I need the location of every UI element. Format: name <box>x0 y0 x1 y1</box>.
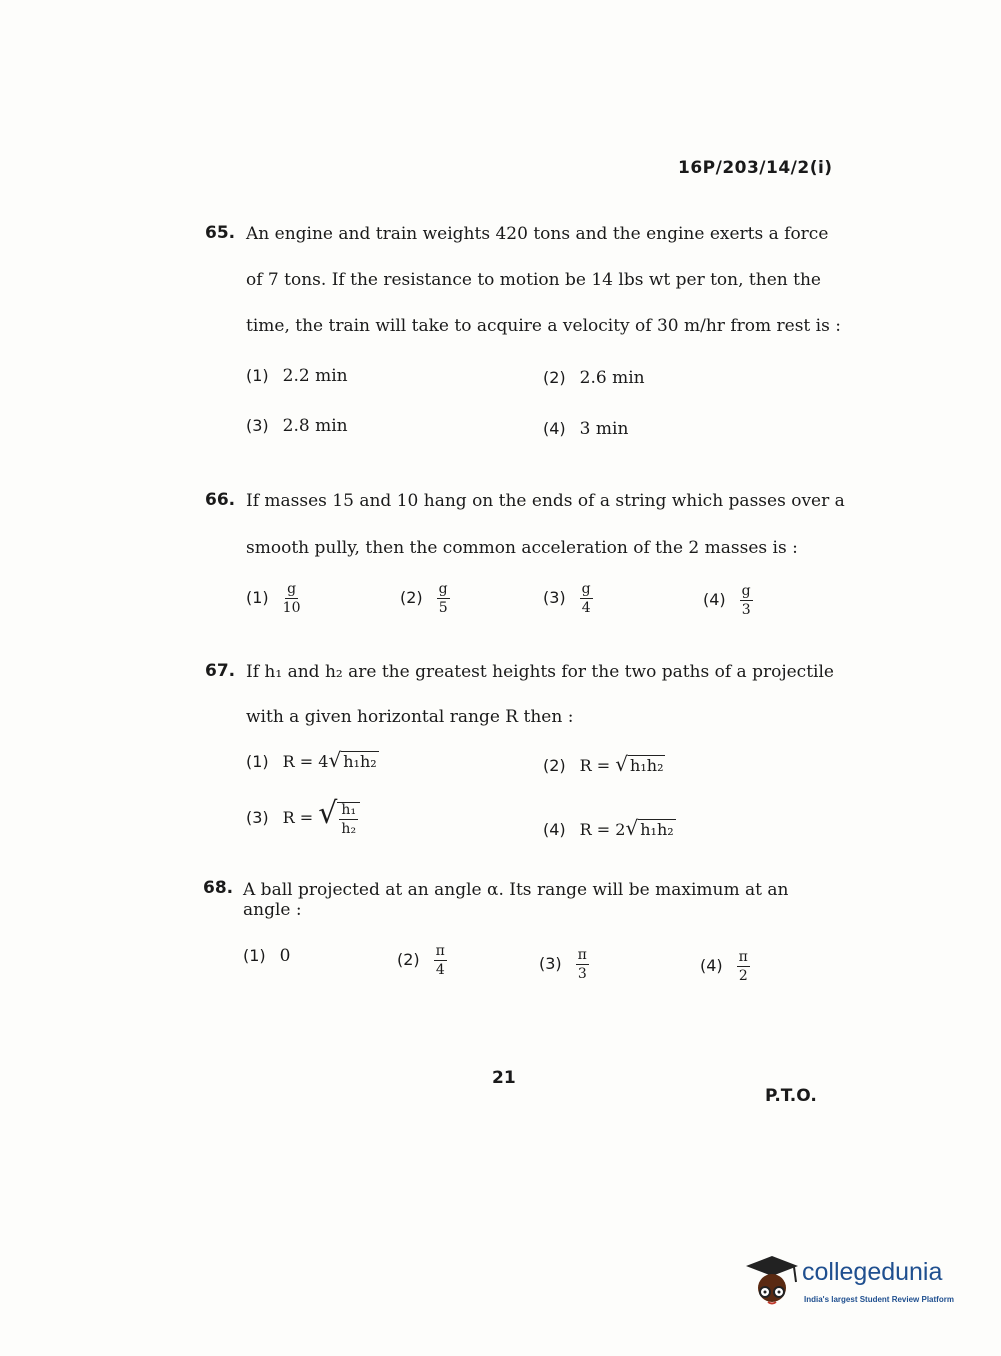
fraction <box>576 948 589 981</box>
question-65-number: 65. <box>205 223 236 243</box>
option-label: (4) <box>543 419 566 438</box>
question-67-number: 67. <box>205 661 236 681</box>
fraction <box>283 582 301 615</box>
pto-label: P.T.O. <box>765 1086 817 1106</box>
option-label: (3) <box>539 954 562 973</box>
fraction-numerator: π <box>577 947 587 963</box>
radical-icon: √ <box>615 752 629 776</box>
option-prefix: R = <box>579 756 616 775</box>
fraction-numerator: g <box>438 581 448 597</box>
q68-option-4[interactable] <box>700 950 750 983</box>
radicand: h₁h₂ <box>630 756 664 775</box>
option-text: 3 min <box>579 419 629 439</box>
fraction-numerator: π <box>435 943 445 959</box>
option-label: (4) <box>703 590 726 609</box>
question-65-line-3: time, the train will take to acquire a velocity of 30 m/hr from rest is : <box>246 316 841 336</box>
question-65-line-1: An engine and train weights 420 tons and the engine exerts a force <box>246 224 829 244</box>
option-prefix: R = <box>282 808 319 827</box>
q67-option-2[interactable] <box>543 752 665 776</box>
fraction <box>737 950 750 983</box>
fraction-denominator: 4 <box>435 962 445 978</box>
question-65-line-2: of 7 tons. If the resistance to motion be 14 lbs wt per ton, then the <box>246 270 821 290</box>
fraction <box>437 582 450 615</box>
option-label: (4) <box>700 956 723 975</box>
option-label: (3) <box>246 416 269 435</box>
fraction-denominator: 4 <box>581 600 591 616</box>
collegedunia-logo[interactable] <box>742 1252 967 1312</box>
q67-option-1[interactable] <box>246 748 379 772</box>
fraction-numerator: π <box>738 949 748 965</box>
fraction-denominator: 5 <box>438 600 448 616</box>
fraction-denominator: 3 <box>741 602 751 618</box>
paper-code: 16P/203/14/2(i) <box>678 158 833 178</box>
option-label: (2) <box>543 368 566 387</box>
option-label: (1) <box>246 366 269 385</box>
option-label: (1) <box>246 752 269 771</box>
option-prefix: R = 4 <box>282 752 329 771</box>
option-text: 2.8 min <box>282 416 348 436</box>
fraction-denominator: 10 <box>282 600 301 616</box>
q65-option-2[interactable] <box>543 368 645 388</box>
fraction <box>580 582 593 615</box>
q68-option-1[interactable] <box>243 946 291 966</box>
logo-name: collegedunia <box>802 1258 943 1286</box>
radicand: h₁h₂ <box>343 752 377 771</box>
page-number: 21 <box>492 1068 516 1088</box>
question-66-number: 66. <box>205 490 236 510</box>
option-label: (3) <box>543 588 566 607</box>
q65-option-3[interactable] <box>246 416 348 436</box>
radical-icon: √ <box>625 816 639 840</box>
radical-icon: √ <box>328 748 342 772</box>
question-68-line-2: angle : <box>243 900 302 920</box>
fraction-denominator: h₂ <box>341 820 357 837</box>
question-68-number: 68. <box>203 878 234 898</box>
option-prefix: R = 2 <box>579 820 626 839</box>
logo-tagline: India's largest Student Review Platform <box>804 1295 954 1304</box>
fraction-numerator: g <box>581 581 591 597</box>
fraction-denominator: 2 <box>738 968 748 984</box>
question-67-line-1: If h₁ and h₂ are the greatest heights for the two paths of a projectile <box>246 662 834 682</box>
fraction-numerator: h₁ <box>341 801 357 818</box>
option-text: 2.6 min <box>579 368 645 388</box>
q67-option-4[interactable] <box>543 816 676 840</box>
fraction-denominator: 3 <box>577 966 587 982</box>
fraction <box>434 944 447 977</box>
fraction-numerator: g <box>741 583 751 599</box>
question-66-line-2: smooth pully, then the common acceleration of the 2 masses is : <box>246 538 798 558</box>
option-label: (4) <box>543 820 566 839</box>
fraction <box>740 584 753 617</box>
option-label: (2) <box>400 588 423 607</box>
q65-option-4[interactable] <box>543 419 628 439</box>
q65-option-1[interactable] <box>246 366 348 386</box>
option-label: (2) <box>543 756 566 775</box>
option-label: (1) <box>246 588 269 607</box>
option-text: 0 <box>279 946 291 966</box>
option-label: (1) <box>243 946 266 965</box>
q68-option-2[interactable] <box>397 944 447 977</box>
graduate-mascot-icon <box>742 1252 800 1310</box>
radical-icon: √ <box>318 796 338 831</box>
q68-option-3[interactable] <box>539 948 589 981</box>
radicand: h₁h₂ <box>640 820 674 839</box>
q66-option-2[interactable] <box>400 582 450 615</box>
option-label: (3) <box>246 808 269 827</box>
q66-option-3[interactable] <box>543 582 593 615</box>
fraction-numerator: g <box>287 581 297 597</box>
q66-option-1[interactable] <box>246 582 301 615</box>
question-66-line-1: If masses 15 and 10 hang on the ends of a string which passes over a <box>246 491 845 511</box>
question-67-line-2: with a given horizontal range R then : <box>246 707 574 727</box>
q66-option-4[interactable] <box>703 584 753 617</box>
q67-option-3[interactable] <box>246 796 360 836</box>
option-text: 2.2 min <box>282 366 348 386</box>
fraction <box>337 802 360 836</box>
option-label: (2) <box>397 950 420 969</box>
question-68-line-1: A ball projected at an angle α. Its range will be maximum at an <box>243 880 789 900</box>
